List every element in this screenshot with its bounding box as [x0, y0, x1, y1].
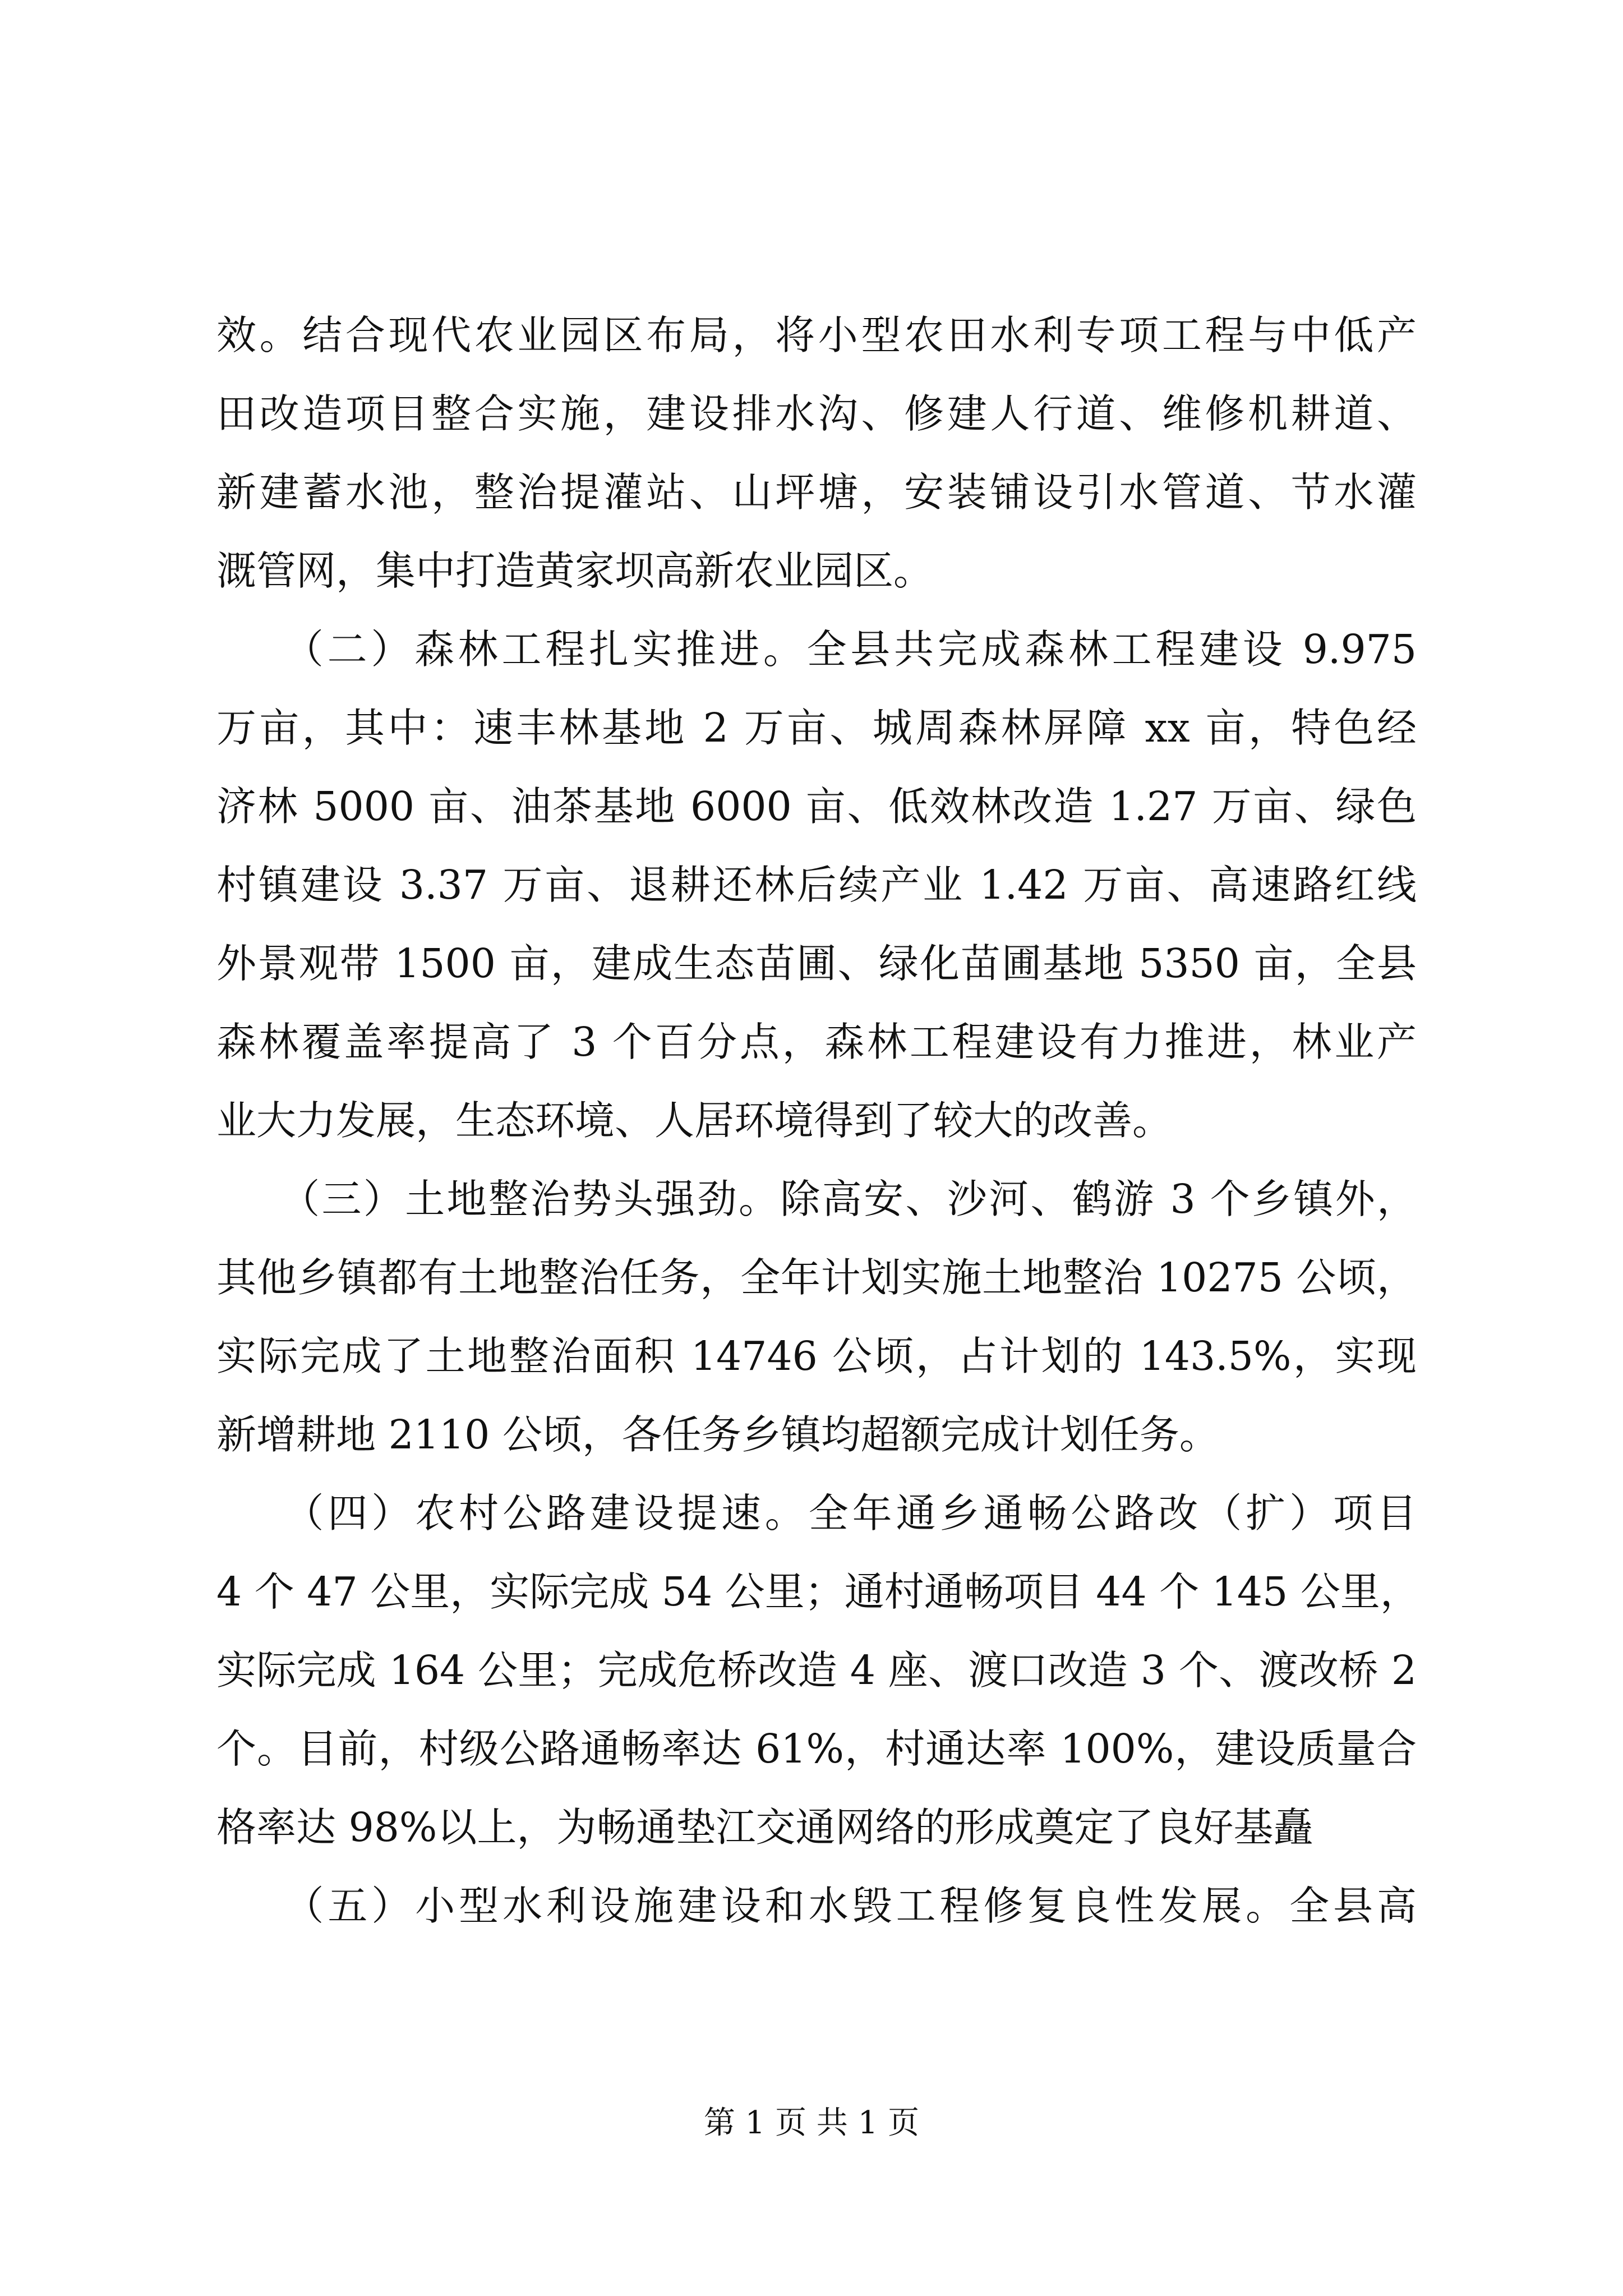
- text-line: 个。目前，村级公路通畅率达 61%，村通达率 100%，建设质量合: [216, 1726, 1417, 1772]
- text-line: 效。结合现代农业园区布局，将小型农田水利专项工程与中低产: [216, 312, 1417, 358]
- text-line: 实际完成 164 公里；完成危桥改造 4 座、渡口改造 3 个、渡改桥 2: [216, 1647, 1417, 1694]
- text-line: 万亩，其中：速丰林基地 2 万亩、城周森林屏障 xx 亩，特色经: [216, 705, 1417, 751]
- paragraph-three-first-line: （三）土地整治势头强劲。除高安、沙河、鹤游 3 个乡镇外，: [216, 1176, 1417, 1222]
- page-number-footer: 第 1 页 共 1 页: [703, 2105, 920, 2141]
- paragraph-two-first-line: （二）森林工程扎实推进。全县共完成森林工程建设 9.975: [216, 626, 1417, 673]
- text-line: 格率达 98%以上，为畅通垫江交通网络的形成奠定了良好基矗: [216, 1804, 1313, 1851]
- text-line: 新增耕地 2110 公顷，各任务乡镇均超额完成计划任务。: [216, 1411, 1219, 1458]
- text-line: 其他乡镇都有土地整治任务，全年计划实施土地整治 10275 公顷，: [216, 1254, 1417, 1301]
- text-line: 实际完成了土地整治面积 14746 公顷，占计划的 143.5%，实现: [216, 1333, 1417, 1379]
- text-line: 业大力发展，生态环境、人居环境得到了较大的改善。: [216, 1097, 1173, 1144]
- text-line: 村镇建设 3.37 万亩、退耕还林后续产业 1.42 万亩、高速路红线: [216, 862, 1417, 908]
- document-body: [216, 296, 1420, 1945]
- text-line: 田改造项目整合实施，建设排水沟、修建人行道、维修机耕道、: [216, 390, 1417, 437]
- text-line: 新建蓄水池，整治提灌站、山坪塘，安装铺设引水管道、节水灌: [216, 469, 1417, 516]
- text-line: 森林覆盖率提高了 3 个百分点，森林工程建设有力推进，林业产: [216, 1019, 1417, 1065]
- paragraph-four-first-line: （四）农村公路建设提速。全年通乡通畅公路改（扩）项目: [216, 1490, 1417, 1536]
- text-line: 溉管网，集中打造黄家坝高新农业园区。: [216, 547, 934, 594]
- text-line: 济林 5000 亩、油茶基地 6000 亩、低效林改造 1.27 万亩、绿色: [216, 783, 1417, 830]
- paragraph-five-first-line: （五）小型水利设施建设和水毁工程修复良性发展。全县高: [216, 1883, 1417, 1929]
- text-line: 4 个 47 公里，实际完成 54 公里；通村通畅项目 44 个 145 公里，: [216, 1568, 1420, 1615]
- text-line: 外景观带 1500 亩，建成生态苗圃、绿化苗圃基地 5350 亩，全县: [216, 940, 1417, 987]
